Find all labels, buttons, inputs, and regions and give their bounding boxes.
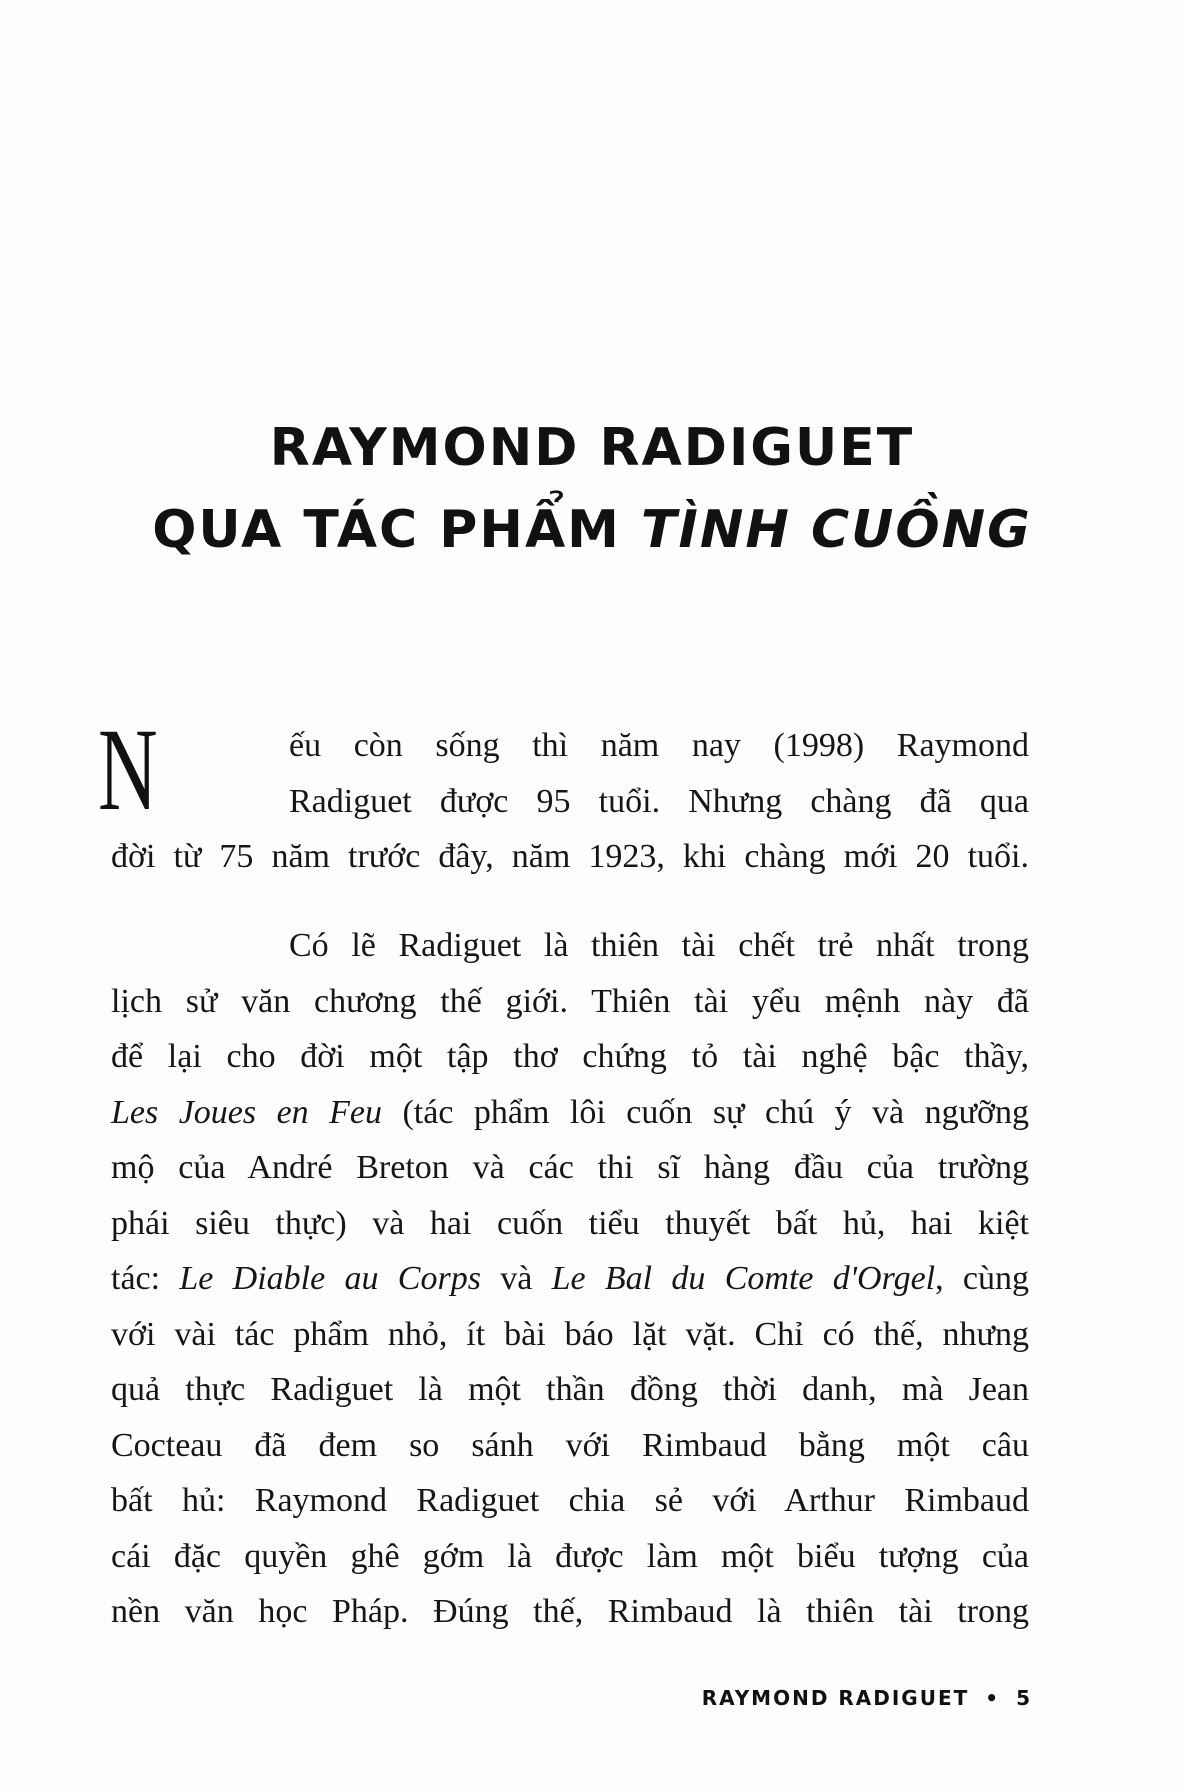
text-segment: Có lẽ Radiguet là thiên tài chết trẻ nhất trong [289,927,1029,964]
text-line [111,829,1029,885]
paragraph-1 [111,718,1029,885]
drop-cap: N [98,704,158,835]
text-segment: (tác phẩm lôi cuốn sự chú ý và ngưỡng [382,1093,1029,1131]
text-segment: Cocteau đã đem so sánh với Rimbaud bằng một câu [111,1426,1029,1464]
title-prefix: QUA TÁC PHẨM [152,500,642,560]
text-line [111,974,1029,1030]
text-segment: Radiguet được 95 tuổi. Nhưng chàng đã qua [289,782,1029,820]
italic-title: Le Diable au Corps [179,1260,481,1297]
text-segment: mộ của André Breton và các thi sĩ hàng đầu của trường [111,1149,1029,1186]
text-segment: và [480,1260,552,1297]
paragraph-2 [111,918,1029,1640]
text-line [111,1196,1029,1252]
italic-title: Les Joues en Feu [111,1093,383,1131]
text-line [111,1029,1029,1085]
text-segment: đời từ 75 năm trước đây, năm 1923, khi chàng mới 20 tuổi. [111,838,1029,875]
text-segment: quả thực Radiguet là một thần đồng thời danh, mà Jean [111,1371,1029,1408]
running-title: RAYMOND RADIGUET [701,1686,970,1710]
text-segment: tác: [111,1260,180,1297]
text-line [111,1584,1029,1640]
chapter-title-line-1: RAYMOND RADIGUET [269,418,915,478]
page-footer [702,1686,1032,1710]
text-segment: lịch sử văn chương thế giới. Thiên tài yểu mệnh này đã [111,982,1029,1020]
text-line [111,1473,1029,1529]
separator: • [985,1686,1001,1710]
chapter-title-line-2 [0,500,1184,560]
text-line [111,1085,1029,1141]
text-line [111,1529,1029,1585]
text-segment: để lại cho đời một tập thơ chứng tỏ tài nghệ bậc thầy, [111,1038,1029,1075]
text-line [111,774,1029,830]
text-line [111,1140,1029,1196]
text-line [111,1251,1029,1307]
text-segment: cái đặc quyền ghê gớm là được làm một biểu tượng của [111,1537,1029,1575]
text-segment: bất hủ: Raymond Radiguet chia sẻ với Arthur Rimbaud [111,1482,1029,1519]
text-segment: với vài tác phẩm nhỏ, ít bài báo lặt vặt. Chỉ có thế, nhưng [111,1315,1029,1353]
text-segment: , cùng [935,1260,1030,1297]
text-segment: phái siêu thực) và hai cuốn tiểu thuyết bất hủ, hai kiệt [111,1204,1029,1242]
text-line [111,1307,1029,1363]
italic-title: Le Bal du Comte d'Orgel [551,1260,936,1297]
title-book-name: TÌNH CUỒNG [641,500,1032,560]
text-segment: ếu còn sống thì năm nay (1998) Raymond [289,727,1029,764]
page-number: 5 [1016,1686,1032,1710]
text-line [111,1418,1029,1474]
text-line [111,918,1029,974]
text-segment: nền văn học Pháp. Đúng thế, Rimbaud là thiên tài trong [111,1593,1029,1630]
text-line [111,1362,1029,1418]
text-line [111,718,1029,774]
